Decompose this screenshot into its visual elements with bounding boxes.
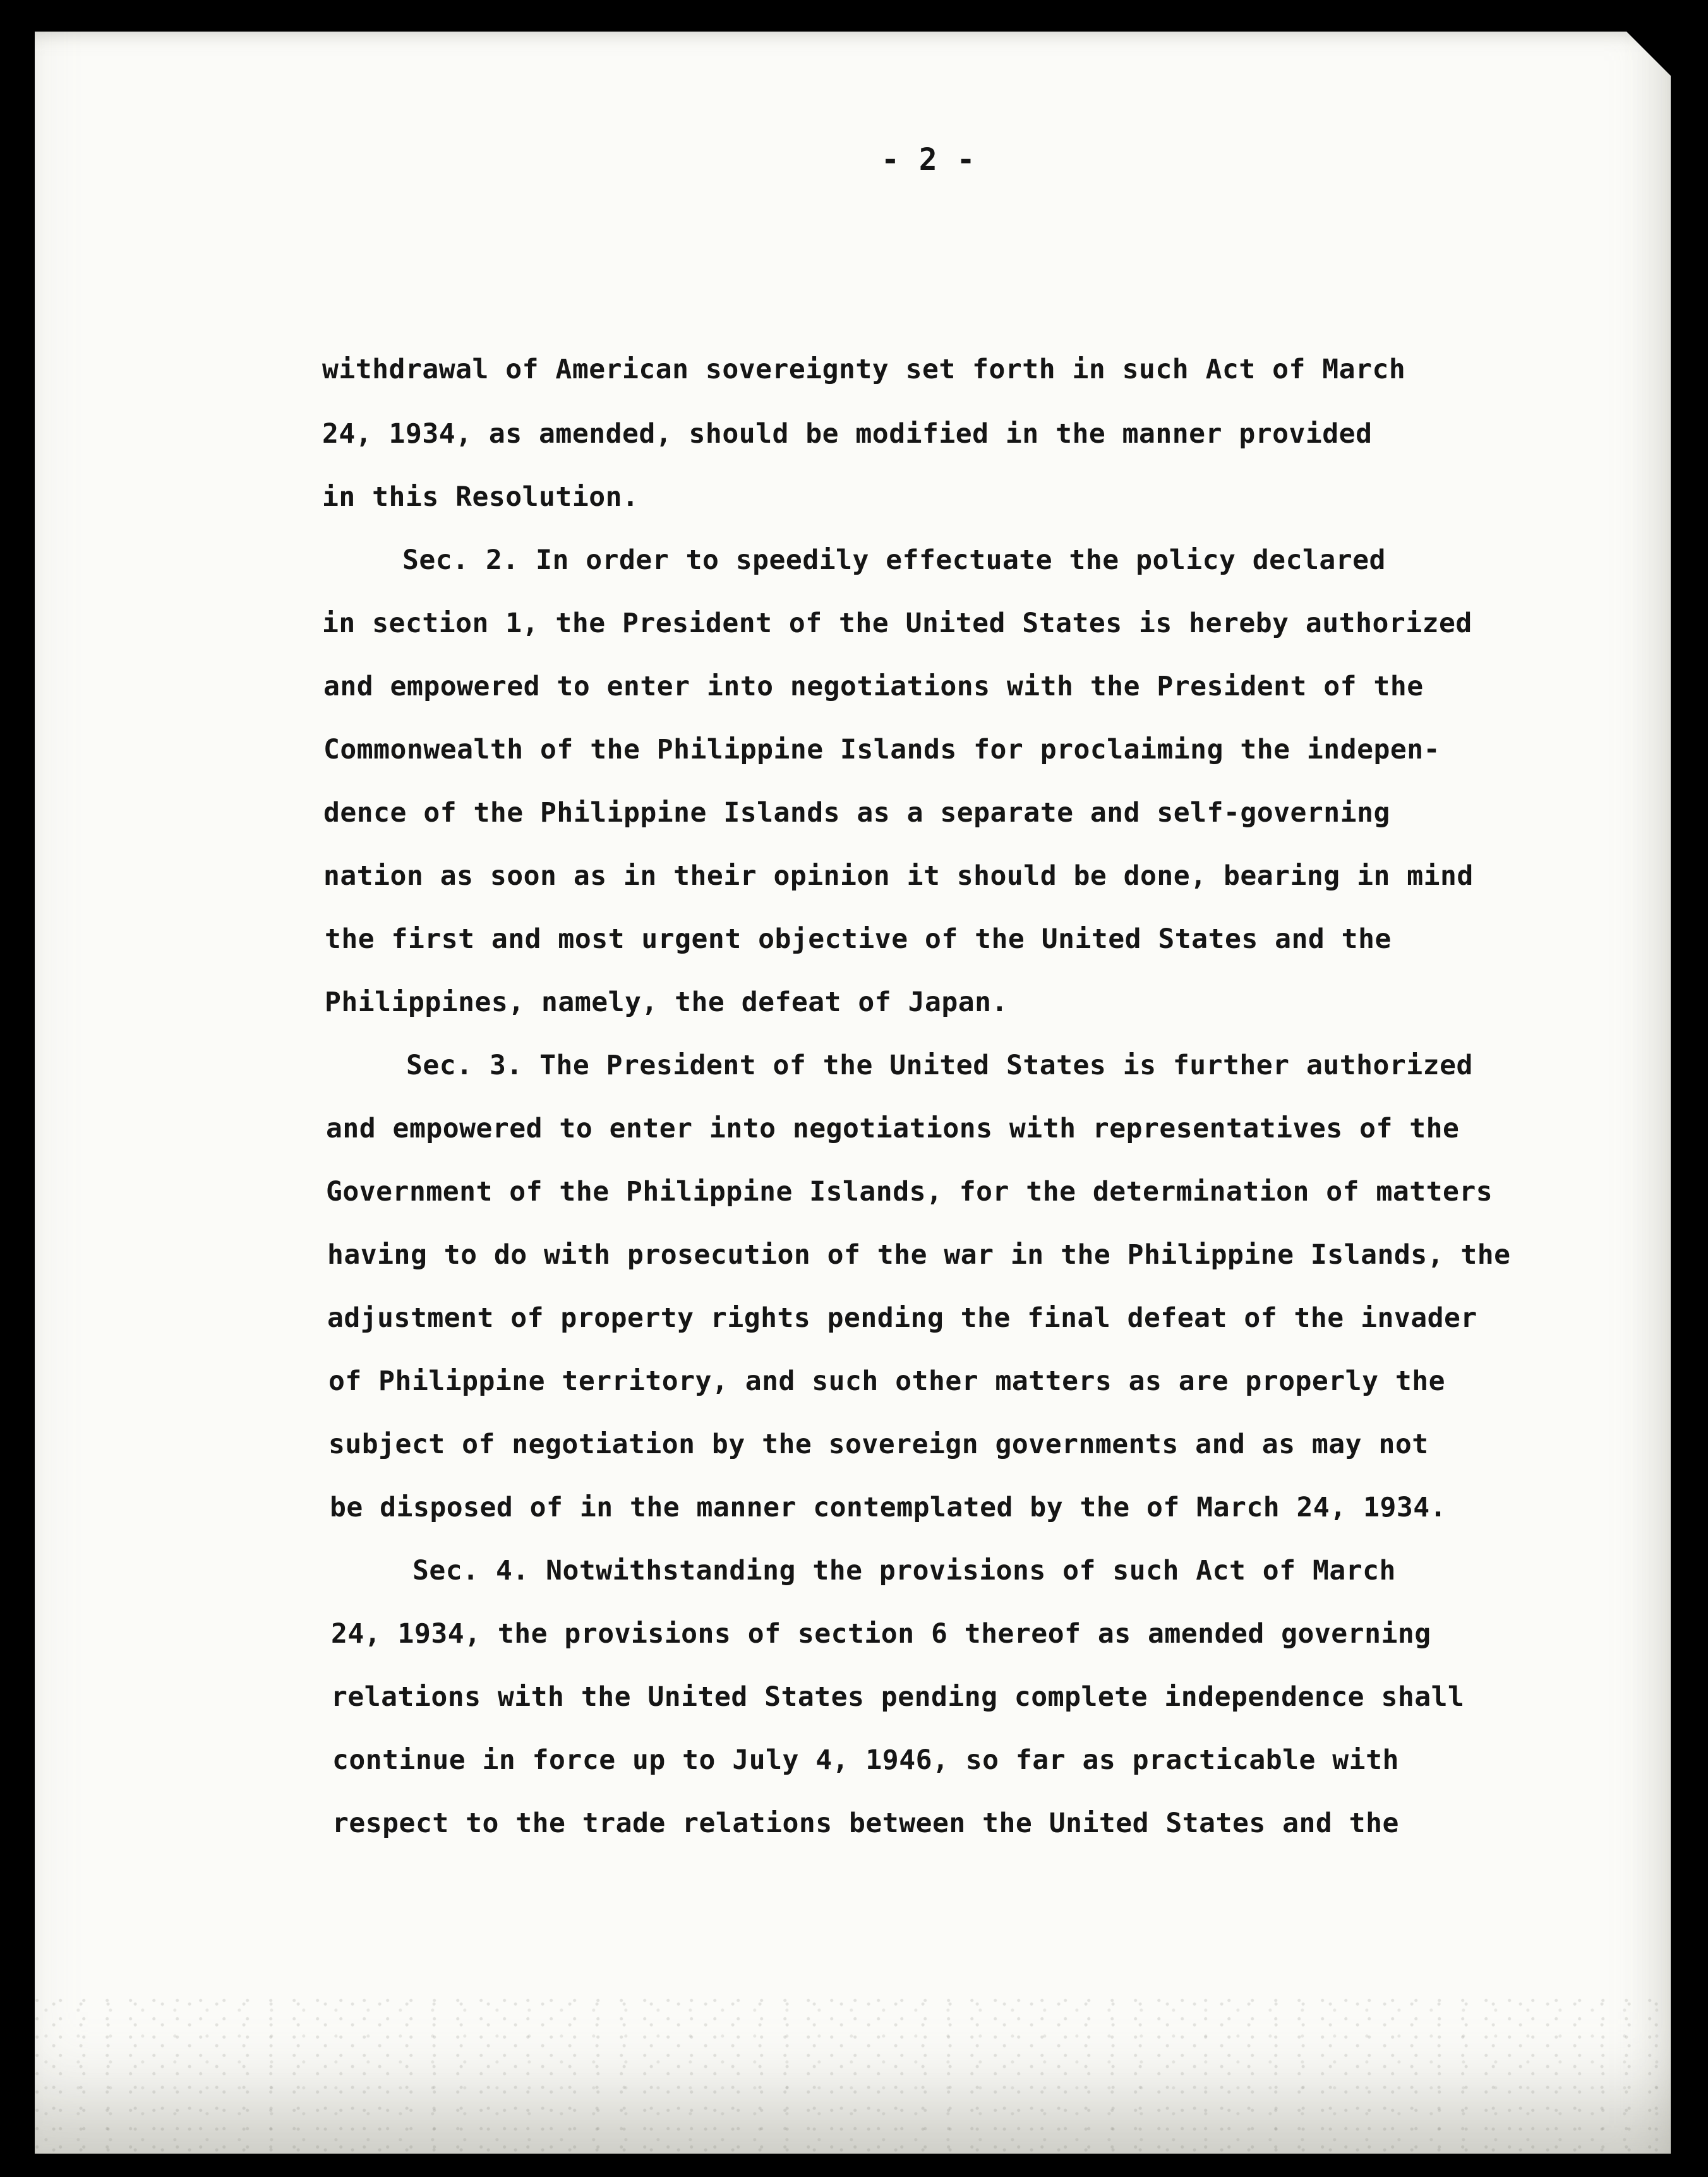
- body-line: Commonwealth of the Philippine Islands for proclaiming the indepen-: [323, 734, 1441, 765]
- body-line: and empowered to enter into negotiations with representatives of the: [326, 1113, 1460, 1144]
- section-2-start: Sec. 2. In order to speedily effectuate the policy declared: [402, 544, 1386, 576]
- body-line: respect to the trade relations between the United States and the: [332, 1808, 1399, 1839]
- body-line: the first and most urgent objective of the United States and the: [325, 923, 1392, 955]
- body-line: and empowered to enter into negotiations with the President of the: [323, 671, 1424, 702]
- page-scan-noise: [35, 1989, 1671, 2154]
- body-line: in section 1, the President of the United States is hereby authorized: [322, 608, 1472, 639]
- body-line: 24, 1934, as amended, should be modified in the manner provided: [322, 418, 1373, 450]
- body-line: continue in force up to July 4, 1946, so far as practicable with: [332, 1744, 1399, 1776]
- section-4-start: Sec. 4. Notwithstanding the provisions of such Act of March: [412, 1555, 1396, 1586]
- section-3-start: Sec. 3. The President of the United States is further authorized: [406, 1050, 1473, 1081]
- body-line: adjustment of property rights pending the final defeat of the invader: [327, 1302, 1477, 1334]
- body-line: in this Resolution.: [322, 481, 639, 513]
- body-line: subject of negotiation by the sovereign governments and as may not: [328, 1429, 1429, 1460]
- body-line: having to do with prosecution of the war in the Philippine Islands, the: [327, 1239, 1511, 1271]
- body-line: dence of the Philippine Islands as a separate and self-governing: [323, 797, 1390, 829]
- body-line: be disposed of in the manner contemplated by the of March 24, 1934.: [330, 1492, 1447, 1523]
- body-line: nation as soon as in their opinion it should be done, bearing in mind: [323, 860, 1474, 892]
- body-line: of Philippine territory, and such other matters as are properly the: [328, 1365, 1446, 1397]
- document-page: [35, 32, 1671, 2154]
- body-line: Government of the Philippine Islands, for the determination of matters: [326, 1176, 1493, 1208]
- body-line: withdrawal of American sovereignty set forth in such Act of March: [322, 354, 1406, 385]
- page-corner-fold: [1627, 32, 1671, 76]
- body-line: Philippines, namely, the defeat of Japan.: [325, 987, 1008, 1018]
- page-number: - 2 -: [881, 142, 976, 177]
- body-line: 24, 1934, the provisions of section 6 thereof as amended governing: [331, 1618, 1431, 1650]
- body-line: relations with the United States pending complete independence shall: [331, 1681, 1465, 1713]
